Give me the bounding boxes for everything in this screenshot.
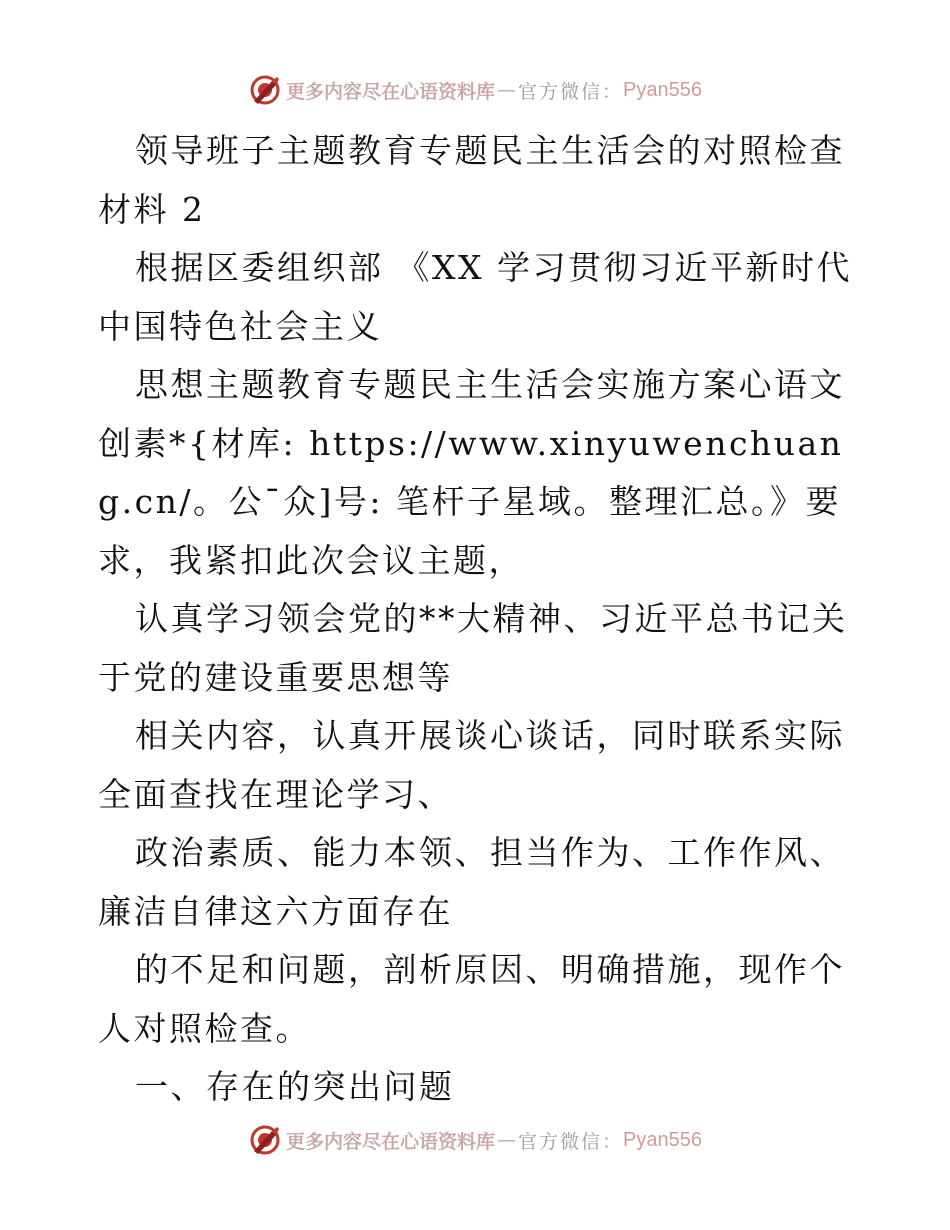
- header-banner: [0, 70, 950, 110]
- banner-wechat-id: Pyan556: [623, 78, 702, 101]
- banner-brand-text: 更多内容尽在心语资料库: [286, 1130, 496, 1153]
- paragraph: 认真学习领会党的**大精神、习近平总书记关于党的建设重要思想等: [98, 599, 848, 697]
- banner-wechat-id: Pyan556: [623, 1128, 702, 1151]
- paragraph: 政治素质、能力本领、担当作为、工作作风、廉洁自律这六方面存在: [98, 833, 845, 931]
- paragraph: 的不足和问题，剖析原因、明确措施，现作个人对照检查。: [98, 950, 845, 1048]
- banner-brand-text: 更多内容尽在心语资料库: [286, 80, 496, 103]
- pen-logo-icon: [248, 1123, 282, 1157]
- section-heading: 一、存在的突出问题: [135, 1067, 455, 1106]
- footer-banner: [0, 1120, 950, 1160]
- document-title: 领导班子主题教育专题民主生活会的对照检查材料 2: [98, 131, 845, 229]
- banner-dash: —: [497, 1129, 517, 1151]
- document-body: [98, 122, 858, 1117]
- paragraph: 根据区委组织部 《XX 学习贯彻习近平新时代中国特色社会主义: [98, 248, 852, 346]
- banner-wechat-label: 官方微信：: [518, 80, 624, 103]
- banner-wechat-label: 官方微信：: [518, 1130, 624, 1153]
- pen-logo-icon: [248, 73, 282, 107]
- banner-dash: —: [497, 79, 517, 101]
- paragraph: 相关内容，认真开展谈心谈话，同时联系实际全面查找在理论学习、: [98, 716, 845, 814]
- paragraph: 思想主题教育专题民主生活会实施方案心语文创素*{材库: https://www.xinyuwenchuang.cn/。公¯众]号: 笔杆子星域。整理汇总。》要求，我紧扣此次会议主题，: [98, 365, 845, 580]
